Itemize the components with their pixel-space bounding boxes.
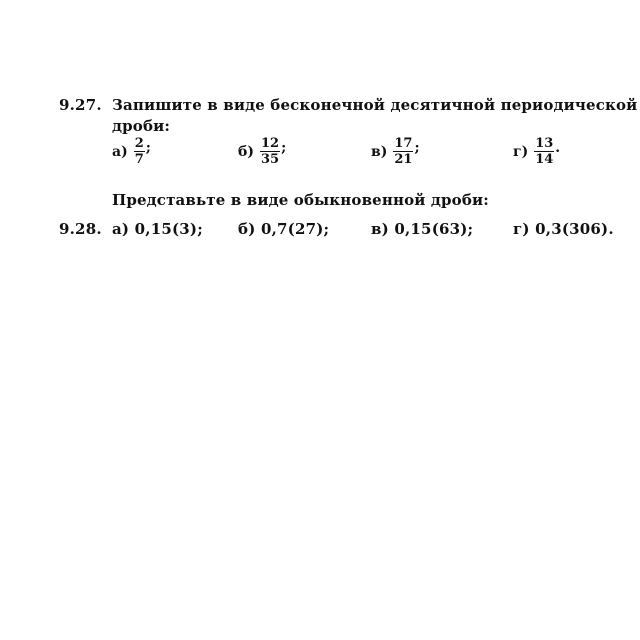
numerator: 13 xyxy=(535,136,554,151)
problem-9-28-item-g xyxy=(513,220,614,238)
item-value: 0,15(63); xyxy=(394,220,474,238)
problem-9-27-instruction-line1: Запишите в виде бесконечной десятичной периодической xyxy=(112,96,638,114)
numerator: 12 xyxy=(260,136,280,151)
problem-9-28-item-v xyxy=(371,220,473,238)
punctuation: ; xyxy=(145,140,151,156)
problem-9-28-item-b xyxy=(238,220,329,238)
item-label: б) xyxy=(238,220,256,238)
denominator: 14 xyxy=(535,152,554,167)
item-label: а) xyxy=(112,220,130,238)
problem-9-27-item-b xyxy=(238,137,286,166)
item-value: 0,15(3); xyxy=(134,220,203,238)
fraction xyxy=(134,137,145,166)
item-label: г) xyxy=(513,143,529,160)
item-value: 0,3(306). xyxy=(535,220,614,238)
numerator: 17 xyxy=(394,136,413,151)
item-label: в) xyxy=(371,220,389,238)
problem-9-27-instruction-line2: дроби: xyxy=(112,117,171,135)
item-value: 0,7(27); xyxy=(260,220,330,238)
problem-9-27-item-v xyxy=(371,137,420,166)
denominator: 21 xyxy=(394,152,413,167)
punctuation: . xyxy=(555,140,561,156)
problem-number-9-27: 9.27. xyxy=(59,96,102,114)
problem-9-27-item-g xyxy=(513,137,560,166)
item-label: б) xyxy=(238,143,254,160)
numerator: 2 xyxy=(134,136,144,151)
denominator: 7 xyxy=(134,152,144,167)
fraction xyxy=(393,137,413,166)
punctuation: ; xyxy=(414,140,420,156)
problem-9-27-item-a xyxy=(112,137,151,166)
item-label: в) xyxy=(371,143,388,160)
item-label: г) xyxy=(513,220,530,238)
problem-9-28-item-a xyxy=(112,220,203,238)
item-label: а) xyxy=(112,143,128,160)
problem-9-28-instruction: Представьте в виде обыкновенной дроби: xyxy=(112,191,489,209)
fraction xyxy=(534,137,554,166)
fraction xyxy=(260,137,280,166)
problem-number-9-28: 9.28. xyxy=(59,220,102,238)
punctuation: ; xyxy=(281,140,287,156)
denominator: 35 xyxy=(260,152,280,167)
